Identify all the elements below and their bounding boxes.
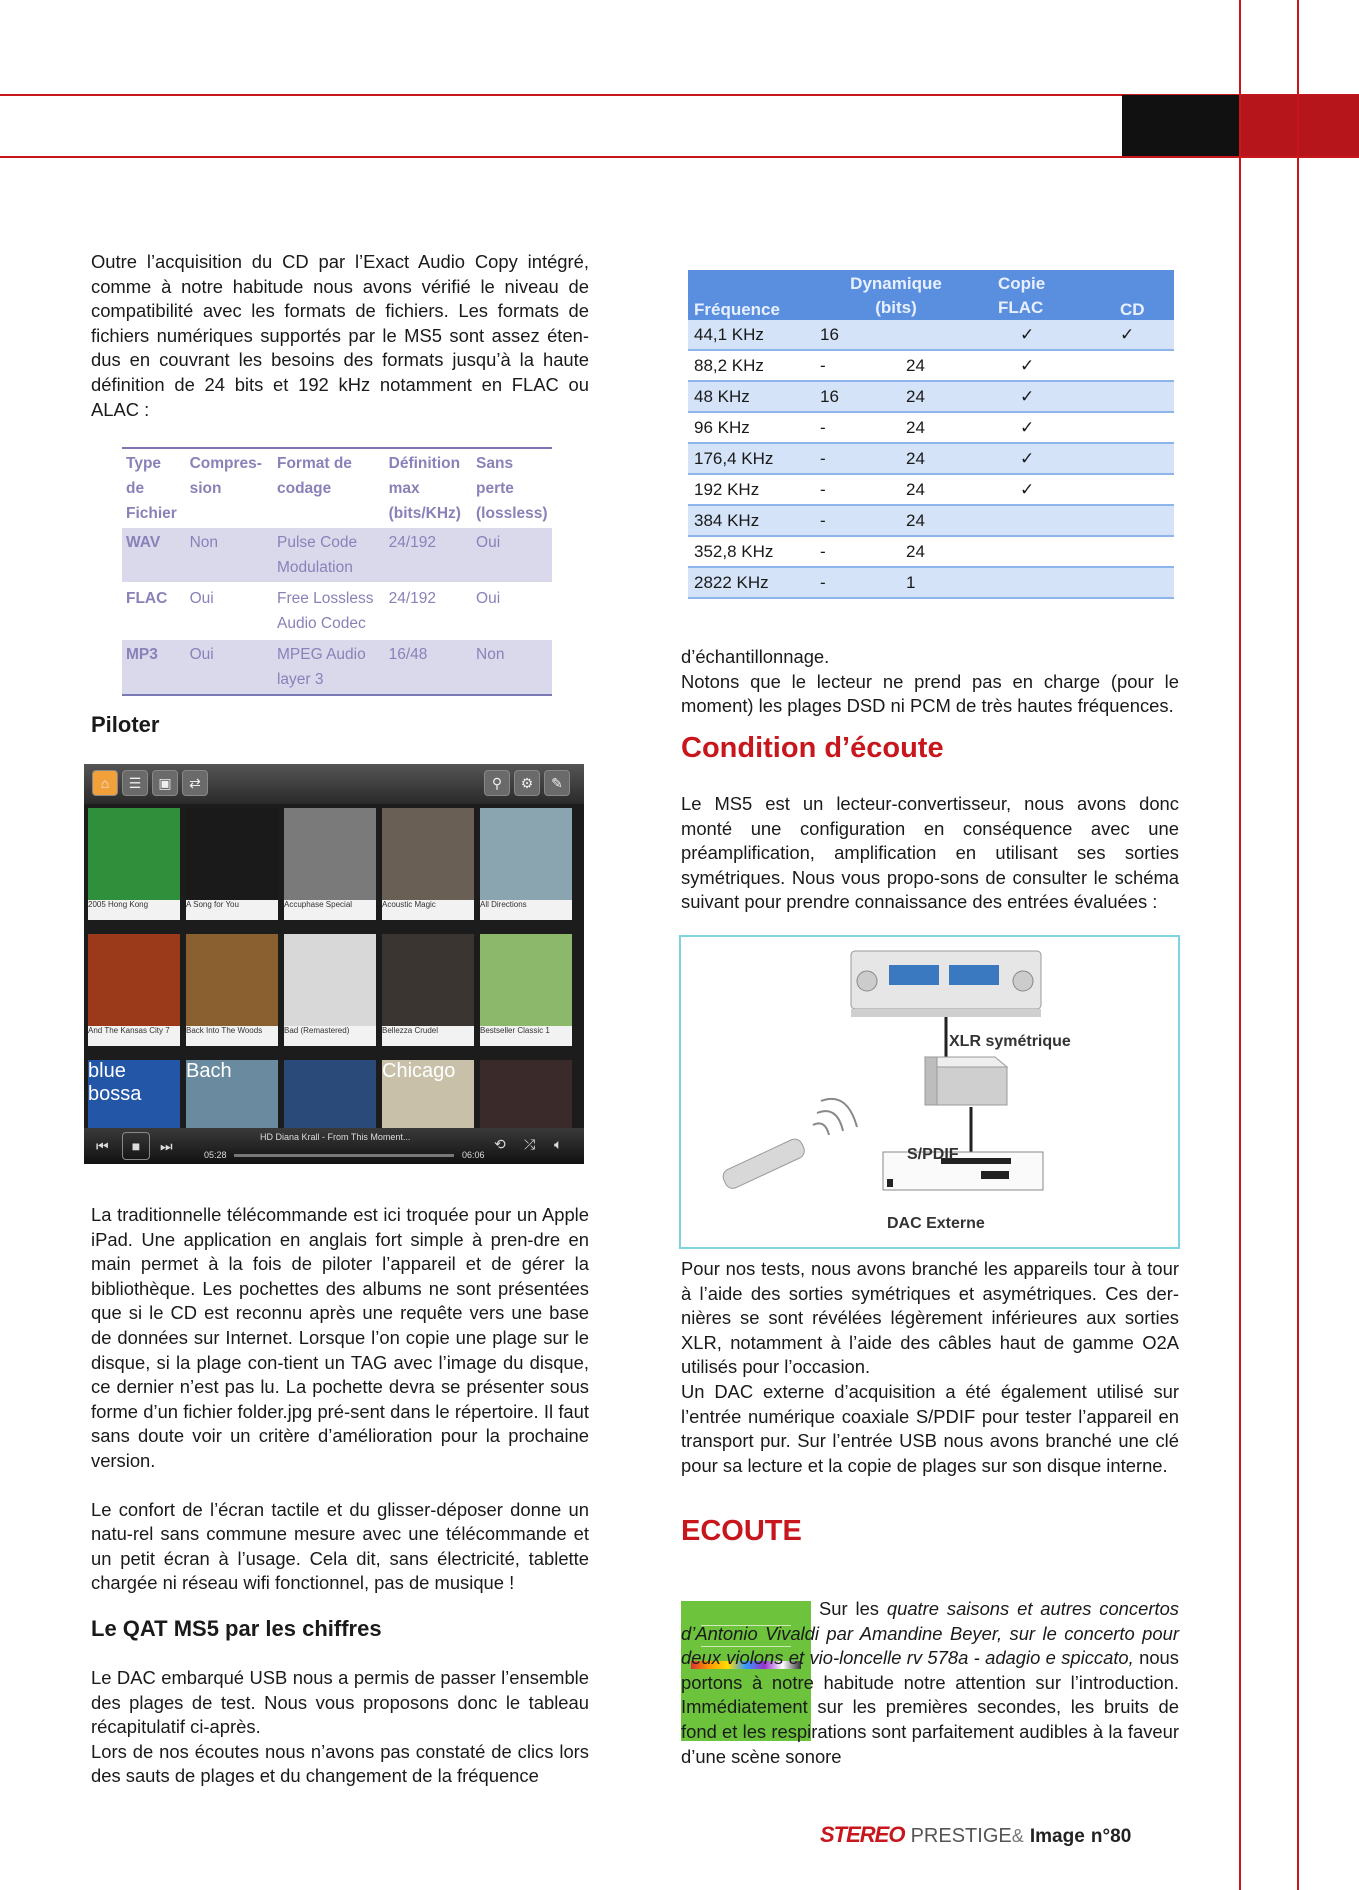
- table-cell: Oui: [472, 583, 552, 639]
- album-art: [284, 934, 376, 1026]
- table-row: [688, 536, 1174, 567]
- album-art: [88, 808, 180, 900]
- album-caption: A Song for You: [186, 900, 278, 920]
- remote-icon: [721, 1136, 807, 1190]
- table-cell: 24: [886, 536, 992, 567]
- body-paragraph: Le MS5 est un lecteur-convertisseur, nous avons donc monté une configuration en conséquence avec une préamplification, amplification en utilisant ses sorties symétriques. Nous vous propo-sons de consulter le schéma suivant pour prendre connaissance des entrées évaluées :: [681, 793, 1179, 913]
- table-cell: -: [796, 474, 886, 505]
- table-cell: Oui: [186, 639, 273, 694]
- ipad-app-screenshot: [84, 764, 584, 1164]
- table-row: [688, 505, 1174, 536]
- table-cell: 192 KHz: [688, 474, 796, 505]
- album-tile[interactable]: [88, 934, 180, 1054]
- dac-label: DAC Externe: [887, 1215, 985, 1232]
- freq-col-cd: CD: [1114, 270, 1174, 320]
- album-caption: Bestseller Classic 1: [480, 1026, 572, 1046]
- table-cell: [1114, 381, 1174, 412]
- footer-stereo: STEREO: [820, 1822, 905, 1847]
- album-art: [480, 934, 572, 1026]
- ecoute-heading: ECOUTE: [681, 1515, 802, 1547]
- table-cell: 16: [796, 320, 886, 350]
- album-tile[interactable]: [382, 808, 474, 928]
- player-box-icon: [925, 1057, 1007, 1105]
- ecoute-text-lead: Sur les: [819, 1598, 887, 1619]
- table-cell: [1114, 474, 1174, 505]
- body-paragraph: d’échantillonnage.: [681, 646, 830, 667]
- album-art: [186, 808, 278, 900]
- album-art: Bach: [186, 1060, 278, 1128]
- album-caption: Bad (Remastered): [284, 1026, 376, 1046]
- album-caption: 2005 Hong Kong: [88, 900, 180, 920]
- table-cell: 24: [886, 474, 992, 505]
- format-col-definition: Définition max (bits/KHz): [388, 455, 461, 522]
- table-cell: -: [796, 505, 886, 536]
- table-cell: -: [796, 350, 886, 381]
- table-cell: 24: [886, 381, 992, 412]
- home-icon: ⌂: [92, 770, 118, 796]
- gear-icon: ⚙: [514, 770, 540, 796]
- album-art: [88, 934, 180, 1026]
- album-art: [284, 1060, 376, 1128]
- album-tile[interactable]: [480, 934, 572, 1054]
- table-cell: -: [796, 443, 886, 474]
- table-cell: 1: [886, 567, 992, 598]
- ecoute-text: [681, 1597, 1179, 1769]
- album-art: [284, 808, 376, 900]
- intro-paragraph: [91, 250, 589, 422]
- table-cell: ✓: [992, 381, 1114, 412]
- table-cell: Pulse Code Modulation: [273, 528, 385, 583]
- left-body-1: [91, 1203, 589, 1596]
- table-cell: 24: [886, 505, 992, 536]
- table-row: [688, 381, 1174, 412]
- album-art: [382, 808, 474, 900]
- margin-rule-1: [1239, 0, 1241, 1890]
- table-cell: -: [796, 412, 886, 443]
- shuffle-icon: ⤮: [524, 1136, 536, 1152]
- table-cell: 24: [886, 412, 992, 443]
- album-tile[interactable]: [186, 808, 278, 928]
- table-cell: [992, 567, 1114, 598]
- album-caption: Accuphase Special: [284, 900, 376, 920]
- table-cell: -: [796, 567, 886, 598]
- table-cell: [992, 536, 1114, 567]
- header-red-block: [1240, 95, 1359, 156]
- table-cell: 24/192: [385, 528, 472, 583]
- body-paragraph: Lors de nos écoutes nous n’avons pas constaté de clics lors des sauts de plages et du changement de la fréquence: [91, 1740, 589, 1787]
- stop-icon: ■: [122, 1132, 150, 1160]
- table-cell: Oui: [472, 528, 552, 583]
- album-tile[interactable]: [382, 934, 474, 1054]
- table-cell: MP3: [122, 639, 186, 694]
- right-body-4: [681, 1257, 1179, 1478]
- repeat-icon: ⟲: [494, 1136, 506, 1152]
- table-cell: MPEG Audio layer 3: [273, 639, 385, 694]
- album-tile[interactable]: [284, 808, 376, 928]
- table-cell: FLAC: [122, 583, 186, 639]
- right-body-1: [681, 645, 1179, 719]
- table-cell: 24/192: [385, 583, 472, 639]
- now-playing-title: HD Diana Krall - From This Moment...: [260, 1132, 411, 1142]
- freq-table-header: [688, 270, 1174, 320]
- frequency-table: [688, 270, 1174, 599]
- table-cell: [1114, 567, 1174, 598]
- table-cell: 2822 KHz: [688, 567, 796, 598]
- right-body-3: [681, 792, 1179, 915]
- list-icon: ☰: [122, 770, 148, 796]
- usb-icon: ⇄: [182, 770, 208, 796]
- table-cell: WAV: [122, 528, 186, 583]
- album-art: [186, 934, 278, 1026]
- volume-icon: 🔈︎: [554, 1136, 563, 1152]
- table-cell: 44,1 KHz: [688, 320, 796, 350]
- freq-col-frequence: Fréquence: [688, 270, 796, 320]
- table-cell: ✓: [992, 474, 1114, 505]
- table-row: [122, 583, 552, 639]
- table-cell: ✓: [992, 412, 1114, 443]
- magazine-footer: [820, 1822, 1131, 1848]
- table-cell: [1114, 412, 1174, 443]
- table-row: [688, 474, 1174, 505]
- amplifier-icon: [851, 951, 1041, 1017]
- table-row: [122, 639, 552, 694]
- header-rule-bottom: [0, 156, 1359, 158]
- table-row: [688, 320, 1174, 350]
- ecoute-paragraph: [681, 1597, 1179, 1769]
- table-cell: 176,4 KHz: [688, 443, 796, 474]
- time-remaining: 06:06: [462, 1150, 485, 1160]
- connection-diagram: [679, 935, 1180, 1249]
- table-cell: 24: [886, 443, 992, 474]
- freq-col-copie-line1: Copie: [998, 274, 1046, 293]
- table-row: [122, 528, 552, 583]
- table-row: [688, 412, 1174, 443]
- album-art: [480, 808, 572, 900]
- table-cell: [1114, 443, 1174, 474]
- footer-issue: n°80: [1090, 1826, 1132, 1847]
- search-icon: ⚲: [484, 770, 510, 796]
- table-cell: 96 KHz: [688, 412, 796, 443]
- time-elapsed: 05:28: [204, 1150, 227, 1160]
- body-paragraph: Le confort de l’écran tactile et du glisser-déposer donne un natu-rel sans commune mesure avec une télécommande et un petit écran à l’usage. Cela dit, sans électricité, tablette chargée ni réseau wifi fonctionnel, pas de musique !: [91, 1498, 589, 1594]
- diagram-drawing: [681, 937, 1178, 1247]
- previous-icon: ⏮: [96, 1138, 109, 1154]
- body-paragraph: Le DAC embarqué USB nous a permis de passer l’ensemble des plages de test. Nous vous proposons donc le tableau récapitulatif ci-après.: [91, 1667, 589, 1738]
- table-cell: ✓: [1114, 320, 1174, 350]
- footer-amp: &: [1011, 1826, 1024, 1846]
- freq-col-dynamique-line2: (bits): [875, 298, 917, 317]
- album-art: [382, 934, 474, 1026]
- table-cell: [886, 320, 992, 350]
- format-col-compression: Compres-sion: [189, 455, 262, 497]
- table-row: [688, 350, 1174, 381]
- player-bar: [84, 1128, 584, 1164]
- album-tile[interactable]: [186, 934, 278, 1054]
- ecoute-text-italic: quatre saisons et autres concertos d’Antonio Vivaldi par Amandine Beyer, sur le concerto pour deux violons et vio-loncelle rv 578a - adagio e spiccato,: [681, 1598, 1179, 1669]
- album-caption: Back Into The Woods: [186, 1026, 278, 1046]
- table-cell: Free Lossless Audio Codec: [273, 583, 385, 639]
- table-cell: 48 KHz: [688, 381, 796, 412]
- ecoute-text-rest: nous portons à notre habitude notre attention sur l’introduction. Immédiatement sur les premières secondes, les bruits de fond et les respirations sont parfaitement audibles à la faveur d’une scène sonore: [681, 1647, 1179, 1767]
- piloter-heading: Piloter: [91, 712, 160, 737]
- album-art: blue bossa: [88, 1060, 180, 1128]
- table-cell: Non: [186, 528, 273, 583]
- xlr-label: XLR symétrique: [949, 1033, 1071, 1050]
- left-body-3: [91, 1666, 589, 1789]
- table-row: [688, 567, 1174, 598]
- body-paragraph: La traditionnelle télécommande est ici troquée pour un Apple iPad. Une application en anglais fort simple à pren-dre en main permet à la fois de piloter l’appareil et de gérer la bibliothèque. Les pochettes des albums ne sont présentées que si le CD est reconnu après une requête vers une base de données sur Internet. Lorsque l’on copie une plage sur le disque, si la plage con-tient un TAG avec l’image du disque, ce dernier n’est pas lu. La pochette devra se présenter sous forme d’un fichier folder.jpg pré-sent dans le répertoire. Il faut sans doute voir un critère d’amélioration pour la prochaine version.: [91, 1204, 589, 1471]
- freq-table-body: [688, 320, 1174, 598]
- table-cell: [1114, 505, 1174, 536]
- format-col-codage: Format de codage: [276, 455, 352, 497]
- format-table: [122, 447, 552, 696]
- body-paragraph: Pour nos tests, nous avons branché les appareils tour à tour à l’aide des sorties symétriques et asymétriques. Ces der-nières se sont révélées légèrement inférieures aux sorties XLR, notamment à l’aide des câbles haut de gamme O2A utilisés pour l’occasion.: [681, 1258, 1179, 1378]
- table-cell: Oui: [186, 583, 273, 639]
- tools-icon: ✎: [544, 770, 570, 796]
- table-cell: ✓: [992, 320, 1114, 350]
- format-table-header: [122, 449, 552, 528]
- table-cell: 16: [796, 381, 886, 412]
- body-paragraph: Un DAC externe d’acquisition a été également utilisé sur l’entrée numérique coaxiale S/PDIF pour tester l’appareil en transport pur. Sur l’entrée USB nous avons branché une clé pour sa lecture et la copie de plages sur son disque interne.: [681, 1380, 1179, 1476]
- album-caption: And The Kansas City 7: [88, 1026, 180, 1046]
- freq-col-dynamique-line1: Dynamique: [850, 274, 942, 293]
- intro-text: Outre l’acquisition du CD par l’Exact Audio Copy intégré, comme à notre habitude nous avons vérifié le niveau de compatibilité avec les formats de fichiers. Les formats de fichiers numériques supportés par le MS5 sont assez éten-dus en couvrant les besoins des formats jusqu’à la haute définition de 24 bits et 192 kHz notamment en FLAC ou ALAC :: [91, 251, 589, 420]
- table-cell: 384 KHz: [688, 505, 796, 536]
- table-cell: [1114, 536, 1174, 567]
- freq-col-copie-line2: FLAC: [998, 298, 1044, 317]
- album-caption: Acoustic Magic: [382, 900, 474, 920]
- footer-image: Image: [1029, 1826, 1085, 1847]
- table-cell: 16/48: [385, 639, 472, 694]
- table-cell: -: [796, 536, 886, 567]
- album-tile[interactable]: [480, 808, 572, 928]
- album-art: Chicago: [382, 1060, 474, 1128]
- album-tile[interactable]: [284, 934, 376, 1054]
- margin-rule-2: [1297, 0, 1299, 1890]
- format-col-type: Type de Fichier: [126, 455, 177, 522]
- condition-heading: Condition d’écoute: [681, 732, 944, 764]
- chiffres-heading: Le QAT MS5 par les chiffres: [91, 1616, 382, 1641]
- table-cell: [992, 505, 1114, 536]
- app-toolbar: [84, 764, 584, 804]
- body-paragraph: Notons que le lecteur ne prend pas en charge (pour le moment) les plages DSD ni PCM de très hautes fréquences.: [681, 670, 1179, 717]
- table-cell: 88,2 KHz: [688, 350, 796, 381]
- wifi-icon: [813, 1099, 857, 1135]
- table-cell: ✓: [992, 350, 1114, 381]
- album-tile[interactable]: [88, 808, 180, 928]
- header-black-block: [1122, 95, 1240, 156]
- table-cell: 24: [886, 350, 992, 381]
- freq-col-copie: [992, 270, 1114, 320]
- progress-track: [234, 1154, 454, 1157]
- freq-col-dynamique: [796, 270, 992, 320]
- table-cell: Non: [472, 639, 552, 694]
- album-caption: All Directions: [480, 900, 572, 920]
- footer-prestige: PRESTIGE: [910, 1825, 1012, 1847]
- album-art: [480, 1060, 572, 1128]
- next-icon: ⏭: [160, 1138, 173, 1154]
- table-row: [688, 443, 1174, 474]
- spdif-label: S/PDIF: [907, 1146, 959, 1163]
- format-col-lossless: Sans perte (lossless): [476, 455, 548, 522]
- table-cell: [1114, 350, 1174, 381]
- camera-icon: ▣: [152, 770, 178, 796]
- table-cell: ✓: [992, 443, 1114, 474]
- album-caption: Bellezza Crudel: [382, 1026, 474, 1046]
- table-cell: 352,8 KHz: [688, 536, 796, 567]
